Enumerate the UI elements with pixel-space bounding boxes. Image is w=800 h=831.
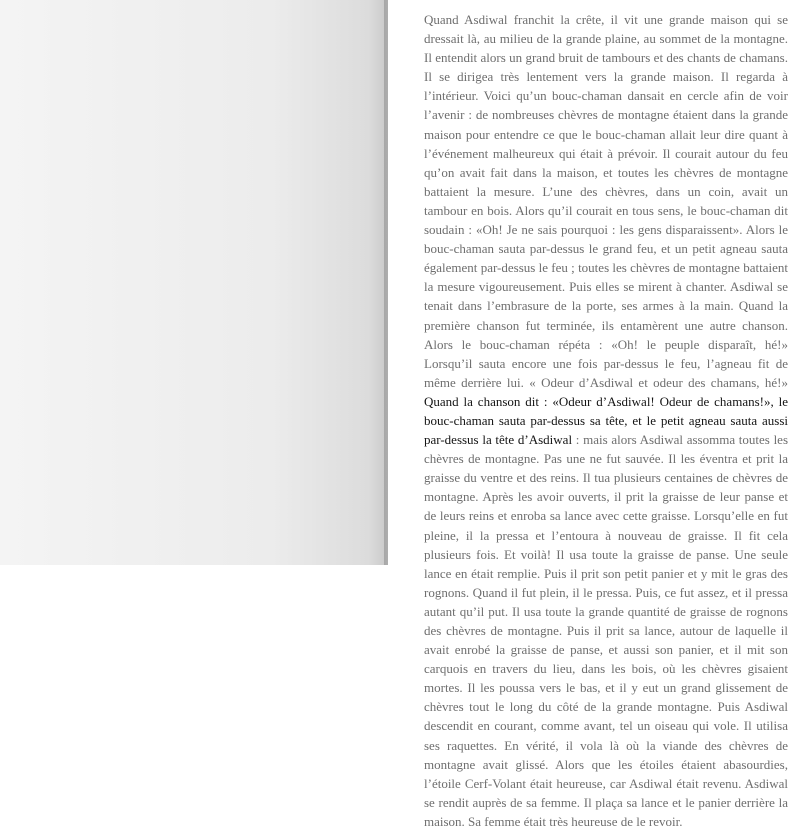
paragraph-text-part-1: Quand Asdiwal franchit la crête, il vit une grande maison qui se dressait là, au milieu de la grande plaine, au sommet de la montagne. Il entendit alors un grand bruit de tambours et des chants de chamans. Il se dirigea très lentement vers la grande maison. Il regarda à l’intérieur. Voici qu’un bouc-chaman dansait en cercle afin de voir l’avenir : de nombreuses chèvres de montagne étaient dans la grande maison pour entendre ce que le bouc-chaman allait leur dire quant à l’événement malheureux qui était à prévoir. Il courait autour du feu qu’on avait fait dans la maison, et toutes les chèvres de montagne battaient la mesure. L’une des chèvres, dans un coin, avait un tambour en bois. Alors qu’il courait en tous sens, le bouc-chaman dit soudain : «Oh! Je ne sais pourquoi : les gens disparaissent». Alors le bouc-chaman sauta par-dessus le grand feu, et un petit agneau sauta également par-dessus le feu ; toutes les chèvres de montagne battaient la mesure vigoureusement. Puis elles se mirent à chanter. Asdiwal se tenait dans l’embrasure de la porte, ses armes à la main. Quand la première chanson fut terminée, ils entamèrent une autre chanson. Alors le bouc-chaman répéta : «Oh! le peuple disparaît, hé!» Lorsqu’il sauta encore une fois par-dessus le feu, l’agneau fit de même derrière lui. « Odeur d’Asdiwal et odeur des chamans, hé!» <box>424 12 788 390</box>
left-page-blank <box>0 0 388 565</box>
body-paragraph <box>424 10 788 831</box>
paragraph-text-highlighted: Quand la chanson dit : «Odeur d’Asdiwal! Odeur de chamans!», le bouc-chaman sauta par-dessus sa tête, et le petit agneau sauta aussi par-dessus la tête d’Asdiwal <box>424 393 788 448</box>
paragraph-text-part-3: : mais alors Asdiwal assomma toutes les chèvres de montagne. Pas une ne fut sauvée. Il les éventra et prit la graisse du ventre et des reins. Il tua plusieurs centaines de chèvres de montagne. Après les avoir ouverts, il prit la graisse de leur panse et de leurs reins et enroba sa lance avec cette graisse. Lorsqu’elle en fut pleine, il la pressa et l’entoura à nouveau de graisse. Il fit cela plusieurs fois. Et voilà! Il usa toute la graisse de panse. Une seule lance en était remplie. Puis il prit son petit panier et y mit le gras des rognons. Quand il fut plein, il le pressa. Puis, ce fut assez, et il pressa autant qu’il put. Il usa toute la grande quantité de graisse de rognons des chèvres de montagne. Puis il prit sa lance, autour de laquelle il avait enrobé la graisse de panse, et aussi son panier, et il mit son carquois en travers du lieu, dans les bois, où les chèvres gisaient mortes. Il les poussa vers le bas, et il y eut un grand glissement de chèvres tout le long du côté de la grande montagne. Puis Asdiwal descendit en courant, comme avant, tel un oiseau qui vole. Il utilisa ses raquettes. En vérité, il vola là où la viande des chèvres de montagne avait glissé. Alors que les étoiles étaient abasourdies, l’étoile Cerf-Volant était heureuse, car Asdiwal était revenu. Asdiwal se rendit auprès de sa femme. Il plaça sa lance et le panier derrière la maison. Sa femme était très heureuse de le revoir. <box>424 432 789 829</box>
right-page <box>388 0 800 829</box>
